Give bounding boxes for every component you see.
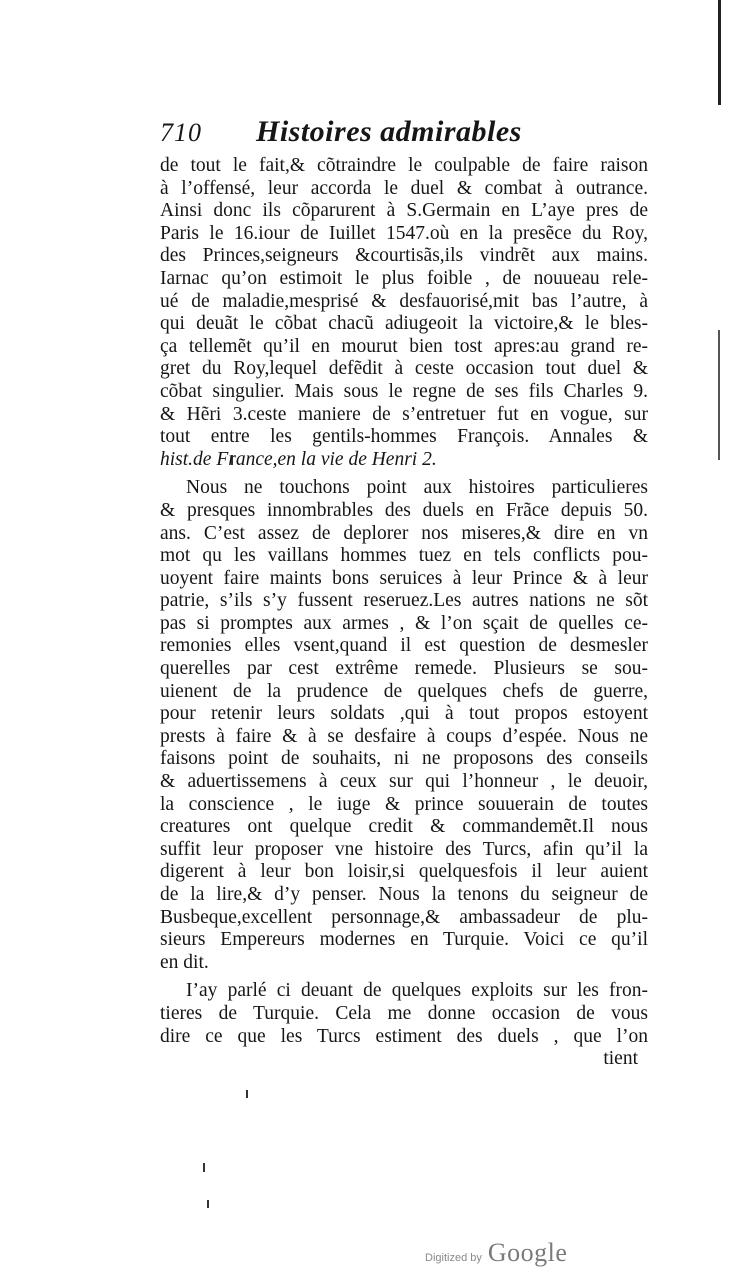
google-logo: Google — [487, 1238, 568, 1267]
text-line: de la lire,& d’y penser. Nous la tenons du seigneur de — [160, 884, 648, 905]
text-line: Nous ne touchons point aux histoires particulieres — [186, 477, 648, 499]
text-line: ué de maladie,mesprisé & desfauorisé,mit bas l’autre, à — [160, 290, 648, 312]
text-line: sieurs Empereurs modernes en Turquie. Voici ce qu’il — [160, 929, 648, 951]
text-line: qui deuãt le cõbat chacũ adiugeoit la victoire,& le bles- — [160, 313, 648, 335]
text-line: suffit leur proposer vne histoire des Turcs, afin qu’il la — [160, 838, 648, 860]
body-text — [160, 155, 648, 1048]
text-line: Ainsi donc ils cõparurent à S.Germain en L’aye pres de — [160, 200, 648, 222]
digitization-footer — [425, 1238, 567, 1268]
running-title: Histoires admirables — [256, 115, 522, 148]
text-line: prests à faire & à se desfaire à coups d’espée. Nous ne — [160, 725, 648, 747]
text-line: gret du Roy,lequel defẽdit à ceste occasion tout duel & — [160, 358, 648, 380]
text-line: faisons point de souhaits, ni ne proposons des conseils — [160, 748, 648, 770]
text-line: & aduertissemens à ceux sur qui l’honneur , le deuoir, — [160, 771, 648, 793]
scan-speck — [246, 1090, 248, 1098]
scan-speck — [207, 1200, 209, 1208]
text-line: tout entre les gentils-hommes François. Annales & — [160, 426, 648, 448]
paragraph — [160, 477, 648, 974]
text-line: uienent de la prudence de quelques chefs de guerre, — [160, 680, 648, 702]
text-line: patrie, s’ils s’y fussent reseruez.Les autres nations ne sõt — [160, 590, 648, 612]
text-line: & presques innombrables des duels en Frãce depuis 50. — [160, 499, 648, 521]
text-line: Iarnac qu’on estimoit le plus foible , de nouueau rele- — [160, 267, 648, 289]
text-line: de tout le fait,& cõtraindre le coulpable de faire raison — [160, 155, 648, 176]
paragraph — [160, 980, 648, 1048]
text-line: & Hẽri 3.ceste maniere de s’entretuer fut en vogue, sur — [160, 403, 648, 425]
text-line: pas si promptes aux armes , & l’on sçait de quelles ce- — [160, 612, 648, 634]
text-line: dire ce que les Turcs estiment des duels , que l’on — [160, 1025, 648, 1047]
text-line: creatures ont quelque credit & commandemẽt.Il nous — [160, 816, 648, 838]
text-line: cõbat singulier. Mais sous le regne de ses fils Charles 9. — [160, 380, 648, 402]
text-line: ans. C’est assez de deplorer nos miseres,& dire en vn — [160, 522, 648, 544]
text-line: remonies elles vsent,quand il est question de desmesler — [160, 635, 648, 657]
text-line: querelles par cest extrême remede. Plusieurs se sou- — [160, 658, 648, 680]
paragraph — [160, 155, 648, 471]
text-line: la conscience , le iuge & prince souuerain de toutes — [160, 793, 648, 815]
text-line: mot qu les vaillans hommes tuez en tels conflicts pou- — [160, 545, 648, 567]
page-header — [160, 115, 648, 155]
text-line: ça tellemẽt qu’il en mourut bien tost apres:au grand re- — [160, 335, 648, 357]
text-line: Paris le 16.iour de Iuillet 1547.où en la presẽce du Roy, — [160, 222, 648, 244]
page-number: 710 — [160, 118, 202, 147]
page-edge-shadow — [718, 330, 720, 460]
text-line: en dit. — [160, 951, 209, 973]
text-line: Busbeque,excellent personnage,& ambassadeur de plu- — [160, 906, 648, 928]
book-page — [160, 115, 648, 1071]
text-line: I’ay parlé ci deuant de quelques exploits sur les fron- — [186, 980, 648, 1002]
scan-speck — [203, 1163, 205, 1172]
text-line: uoyent faire maints bons seruices à leur Prince & à leur — [160, 567, 648, 589]
digitized-by-label: Digitized by — [425, 1252, 482, 1264]
page-edge-shadow — [718, 0, 721, 105]
catchword: tient — [603, 1048, 638, 1070]
text-line: des Princes,seigneurs &courtisãs,ils vindrẽt aux mains. — [160, 245, 648, 267]
text-line: pour retenir leurs soldats ,qui à tout propos estoyent — [160, 703, 648, 725]
text-line: hist.de France,en la vie de Henri 2. — [160, 448, 437, 470]
text-line: à l’offensé, leur accorda le duel & combat à outrance. — [160, 177, 648, 199]
text-line: digerent à leur bon loisir,si quelquesfois il leur auient — [160, 861, 648, 883]
text-line: tieres de Turquie. Cela me donne occasion de vous — [160, 1002, 648, 1024]
